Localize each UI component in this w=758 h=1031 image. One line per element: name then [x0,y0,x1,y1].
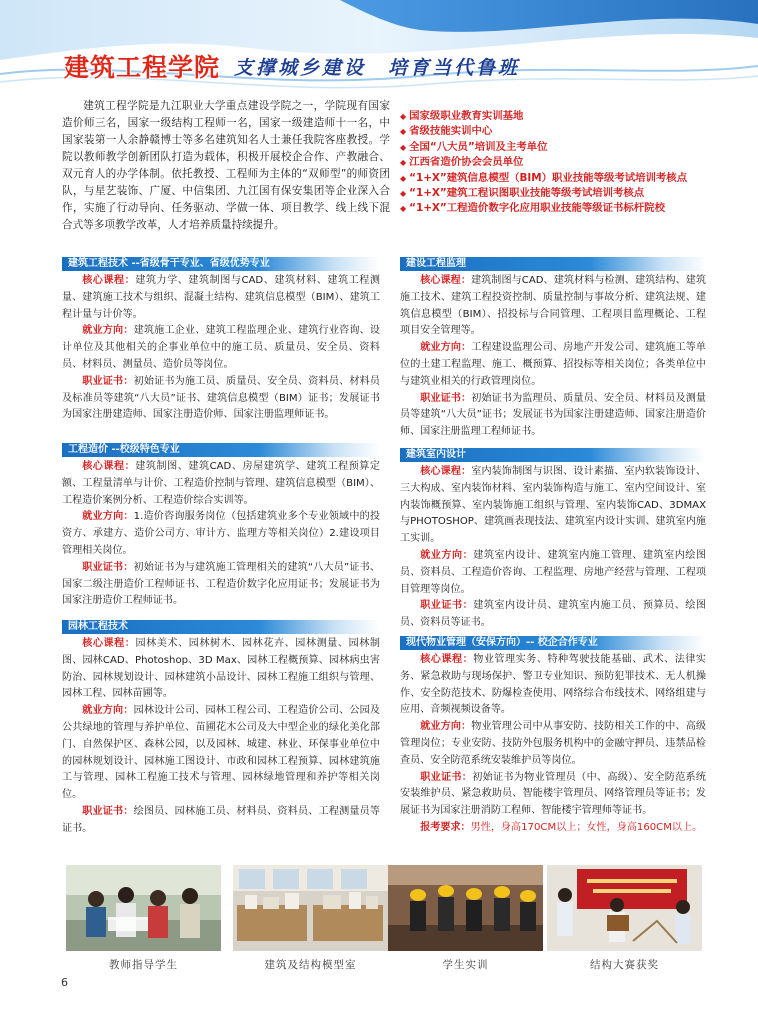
section-title: 工程造价 --校级特色专业 [62,443,380,457]
job-label: 就业方向： [82,511,134,523]
certificates [400,598,706,632]
job-label: 就业方向： [82,705,134,717]
section-supervision [400,257,706,441]
highlight-item: ◆ “1+X”建筑工程识图职业技能等级考试培训考核点 [400,186,750,201]
certificates [400,391,706,441]
core-label: 核心课程： [420,654,474,665]
cert-label: 职业证书： [82,805,134,817]
photo-student-training [388,865,543,951]
core-text: 建筑制图与CAD、建筑材料与检测、建筑结构、建筑施工技术、建筑工程投资控制、质量控制与事故分析、建筑法规、建筑信息模型（BIM）、招投标与合同管理、工程项目监理概论、工程项目安全管理等。 [400,275,707,337]
job-text: 建筑施工企业、建筑工程监理企业、建筑行业咨询、设计单位及其他相关的企事业单位中的施工员、质量员、安全员、资料员、材料员、测量员、造价员等岗位。 [62,325,381,370]
job-label: 就业方向： [82,325,134,337]
highlight-item: ◆ 全国“八大员”培训及主考单位 [400,140,750,155]
college-slogan: 支撑城乡建设 培育当代鲁班 [234,56,521,79]
highlight-item: ◆ 国家级职业教育实训基地 [400,109,750,124]
photo-teacher-guiding [66,865,221,951]
section-title: 建筑工程技术 --省级骨干专业、省级优势专业 [62,257,380,271]
highlight-item: ◆ 省级技能实训中心 [400,124,750,139]
core-courses [400,273,706,340]
job-direction [400,548,706,598]
certificates [62,560,380,610]
job-direction [62,323,380,373]
college-title: 建筑工程学院 [64,53,221,82]
photo-model-room [233,865,388,951]
certificates [400,770,706,820]
cert-text: 建筑室内设计员、建筑室内施工员、预算员、绘图员、资料员等证书。 [400,600,707,629]
core-courses [62,636,380,703]
highlight-item: ◆ “1+X”建筑信息模型（BIM）职业技能等级考试培训考核点 [400,171,750,186]
core-label: 核心课程： [420,466,472,477]
core-text: 园林美术、园林树木、园林花卉、园林测量、园林制图、园林CAD、Photoshop、3D Max、园林工程概预算、园林病虫害防治、园林规划设计、园林建筑小品设计、园林工程施工组织与管理、园林工程、园林苗圃等。 [62,638,380,700]
job-text: 工程建设监理公司、房地产开发公司、建筑施工等单位的土建工程监理、施工、概预算、招投标等相关岗位；各类单位中与建筑业相关的行政管理岗位。 [400,342,707,387]
cert-label: 职业证书： [82,561,134,573]
job-direction [62,509,380,559]
job-direction [400,340,706,390]
section-landscape-engineering [62,620,380,838]
cert-text: 初始证书为与建筑施工管理相关的建筑“八大员”证书、国家二级注册造价工程师证书、工程造价数字化应用证书；发展证书为国家注册造价工程师证书。 [62,561,381,607]
job-label: 就业方向： [420,549,474,561]
core-text: 建筑制图、建筑CAD、房屋建筑学、建筑工程预算定额、工程量清单与计价、工程造价控制与管理、建筑信息模型（BIM）、工程造价案例分析、工程造价综合实训等。 [62,461,380,506]
photo-caption: 结构大赛获奖 [590,959,659,971]
core-label: 核心课程： [82,461,136,472]
section-title: 建筑室内设计 [400,448,706,462]
photo-caption: 教师指导学生 [109,959,178,971]
job-label: 就业方向： [420,721,472,733]
job-text: 1.造价咨询服务岗位（包括建筑业多个专业领域中的投资方、承建方、造价公司方、审计方、监理方等相关岗位）2.建设项目管理相关岗位。 [62,511,380,556]
job-text: 物业管理公司中从事安防、技防相关工作的中、高级管理岗位；专业安防、技防外包服务机构中的金融守押员、违禁品检查员、安全防范系统安装维护员等岗位。 [400,721,707,766]
core-courses [62,459,380,509]
core-text: 建筑力学、建筑制图与CAD、建筑材料、建筑工程测量、建筑施工技术与组织、混凝土结构、建筑信息模型（BIM）、建筑工程计量与计价等。 [62,275,380,320]
section-title: 建设工程监理 [400,257,706,271]
section-building-engineering [62,257,380,424]
job-text: 建筑室内设计、建筑室内施工管理、建筑室内绘图员、资料员、工程造价咨询、工程监理、房地产经营与管理、工程项目管理等岗位。 [400,549,707,595]
cert-label: 职业证书： [420,600,474,612]
job-label: 就业方向： [420,342,472,354]
certificates [62,804,380,838]
section-cost-engineering [62,443,380,610]
page-header [64,46,520,86]
cert-label: 职业证书： [420,392,472,404]
cert-text: 绘图员、园林施工员、材料员、资料员、工程测量员等证书。 [62,805,381,834]
job-direction [62,703,380,804]
req-label: 报考要求： [420,821,471,833]
highlight-item: ◆ 江西省造价协会会员单位 [400,155,750,170]
certificates [62,374,380,424]
core-label: 核心课程： [420,275,471,286]
admission-requirement [400,820,706,837]
highlight-item: ◆ “1+X”工程造价数字化应用职业技能等级证书标杆院校 [400,201,750,216]
core-courses [62,273,380,323]
highlights-list [400,109,750,217]
core-text: 物业管理实务、特种驾驶技能基础、武术、法律实务、紧急救助与现场保护、警卫专业知识、预防犯罪技术、无人机操作、安全防范技术、防爆检查使用、网络综合布线技术、网络组建与应用、音频视频设备等。 [400,654,707,716]
core-label: 核心课程： [82,275,136,286]
core-label: 核心课程： [82,638,136,649]
cert-text: 初始证书为监理员、质量员、安全员、材料员及测量员等建筑“八大员”证书；发展证书为国家注册建造师、国家注册造价师、国家注册监理工程师证书。 [400,392,707,438]
cert-text: 初始证书为物业管理员（中、高级）、安全防范系统安装维护员、紧急救助员、智能楼宇管理员、网络管理员等证书；发展证书为国家注册消防工程师、智能楼宇管理师等证书。 [400,771,707,817]
section-property-management [400,636,706,837]
photo-competition-award [547,865,702,951]
core-text: 室内装饰制图与识图、设计素描、室内软装饰设计、三大构成、室内装饰材料、室内装饰构造与施工、室内空间设计、室内装饰概预算、室内装饰施工组织与管理、室内装饰CAD、3DMAX与PHOTOSHOP、建筑画表现技法、建筑室内设计实训、建筑室内施工实训。 [400,466,707,545]
core-courses [400,464,706,548]
section-title: 园林工程技术 [62,620,380,634]
photo-caption: 学生实训 [442,959,489,971]
cert-label: 职业证书： [82,375,134,387]
intro-paragraph: 建筑工程学院是九江职业大学重点建设学院之一，学院现有国家造价师三名，国家一级结构工程师一名，国家一级建造师十一名，中国家装第一人余静赣博士等多名建筑知名人士兼任我院客座教授。学院以教师教学创新团队打造为载体，积极开展校企合作、产教融合、双元育人的办学体制。依托教授、工程师为主体的“双师型”的师资团队，与星艺装饰、广厦、中信集团、九江国有保安集团等企业深入合作，实施了行动导向、任务驱动、学做一体、项目教学、线上线下混合式等多项教学改革，人才培养质量持续提升。 [62,100,390,231]
cert-label: 职业证书： [420,771,473,783]
section-title: 现代物业管理（安保方向）-- 校企合作专业 [400,636,706,650]
page-number: 6 [61,976,68,989]
job-direction [400,719,706,769]
cert-text: 初始证书为施工员、质量员、安全员、资料员、材料员及标准员等建筑“八大员”证书、建筑信息模型（BIM）证书；发展证书为国家注册建造师、国家注册造价师、国家注册监理师证书。 [62,375,381,421]
req-text: 男性，身高170CM以上；女性，身高160CM以上。 [470,821,703,833]
section-interior-design [400,448,706,632]
job-text: 园林设计公司、园林工程公司、工程造价公司、公园及公共绿地的管理与养护单位、苗圃花木公司及大中型企业的绿化美化部门、自然保护区、森林公园，以及园林、城建、林业、环保事业单位中的园林规划设计、园林施工图设计、市政和园林工程预算、园林建筑施工与管理、园林工程施工技术与管理、园林绿地管理和养护等相关岗位。 [62,705,381,801]
photo-caption: 建筑及结构模型室 [264,959,357,971]
core-courses [400,652,706,719]
